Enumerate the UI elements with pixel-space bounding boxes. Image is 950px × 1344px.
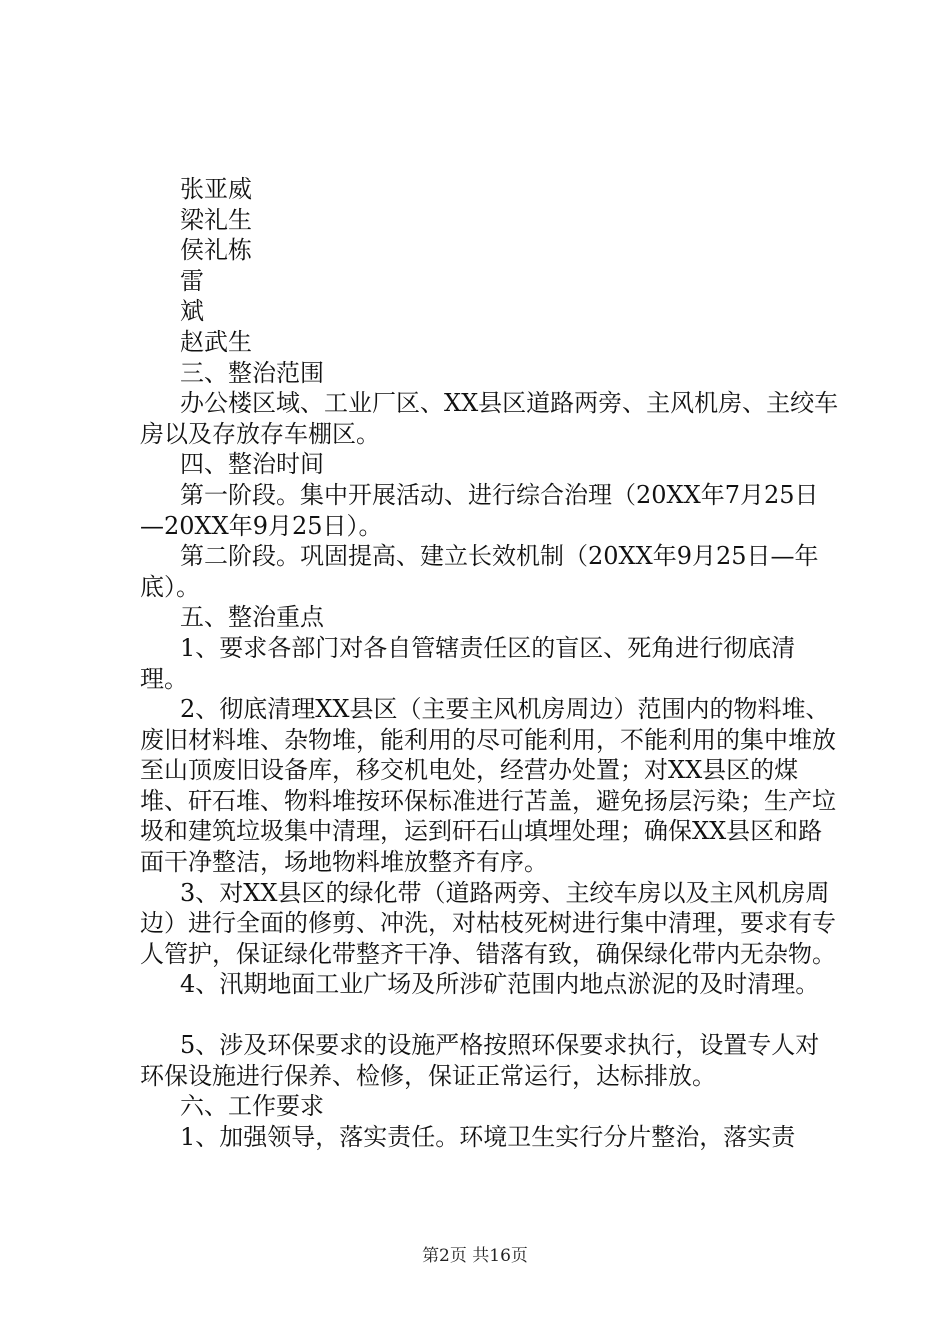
section-heading: 五、整治重点 [180,603,324,632]
paragraph: 1、加强领导，落实责任。环境卫生实行分片整治，落实责 [180,1122,796,1151]
section-heading: 三、整治范围 [180,358,324,387]
paragraph: 5、涉及环保要求的设施严格按照环保要求执行，设置专人对环保设施进行保养、检修，保证正常运行，达标排放。 [140,1031,820,1090]
name-line: 赵武生 [180,327,252,356]
document-body [140,174,840,1152]
name-line: 斌 [180,297,204,326]
paragraph: 3、对XX县区的绿化带（道路两旁、主绞车房以及主风机房周边）进行全面的修剪、冲洗，对枯枝死树进行集中清理，要求有专人管护，保证绿化带整齐干净、错落有致，确保绿化带内无杂物。 [140,878,836,968]
name-line: 侯礼栋 [180,236,252,265]
paragraph: 办公楼区域、工业厂区、XX县区道路两旁、主风机房、主绞车房以及存放存车棚区。 [140,389,839,448]
paragraph: 第一阶段。集中开展活动、进行综合治理（20XX年7月25日—20XX年9月25日）。 [140,480,819,540]
paragraph: 第二阶段。巩固提高、建立长效机制（20XX年9月25日—年底）。 [140,542,819,601]
name-line: 雷 [180,266,204,295]
paragraph: 1、要求各部门对各自管辖责任区的盲区、死角进行彻底清理。 [140,633,796,693]
name-line: 张亚威 [180,175,252,203]
page-number-footer: 第2页 共16页 [422,1246,528,1266]
paragraph: 4、汛期地面工业广场及所涉矿范围内地点淤泥的及时清理。 [180,970,820,999]
name-line: 梁礼生 [180,205,252,234]
section-heading: 四、整治时间 [180,450,324,479]
paragraph: 2、彻底清理XX县区（主要主风机房周边）范围内的物料堆、废旧材料堆、杂物堆，能利用的尽可能利用，不能利用的集中堆放至山顶废旧设备库，移交机电处，经营办处置；对XX县区的煤堆、矸石堆、物料堆按环保标准进行苫盖，避免扬层污染；生产垃圾和建筑垃圾集中清理，运到矸石山填埋处理；确保XX县区和路面干净整洁，场地物料堆放整齐有序。 [140,695,836,877]
blank-gap [140,1000,840,1030]
section-heading: 六、工作要求 [180,1092,324,1121]
